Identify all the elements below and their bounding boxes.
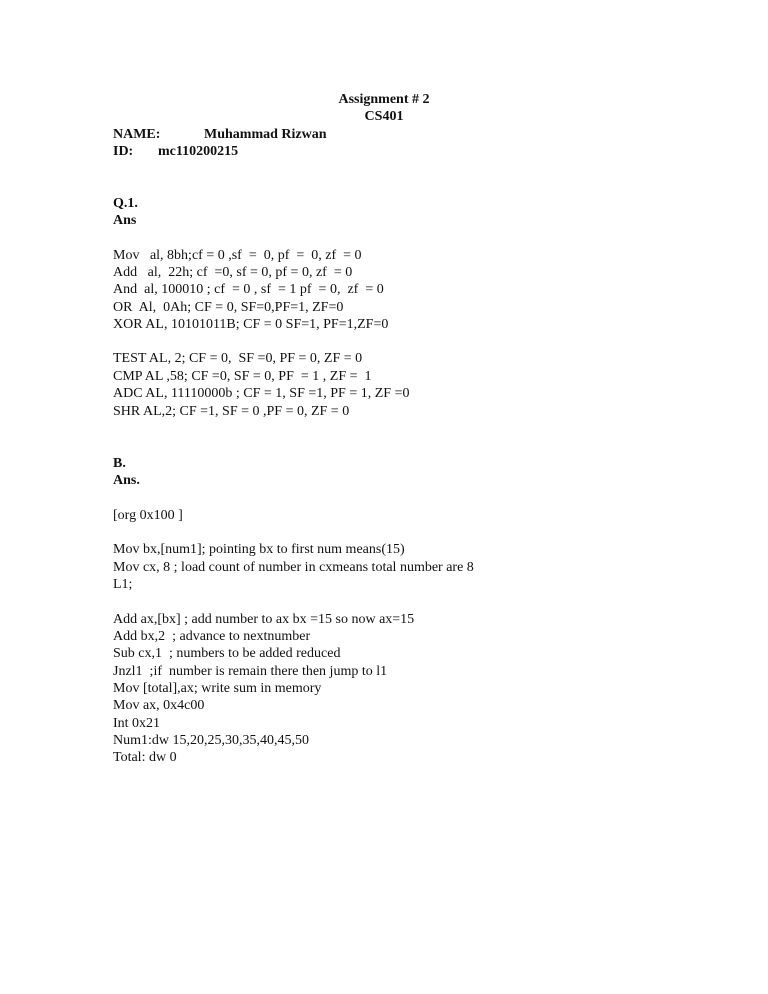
name-value: Muhammad Rizwan bbox=[204, 127, 327, 142]
qb-ans-label: Ans. bbox=[113, 473, 140, 488]
id-value: mc110200215 bbox=[158, 144, 239, 159]
assignment-title: Assignment # 2 bbox=[338, 92, 430, 107]
id-label: ID: bbox=[113, 144, 134, 159]
q1-ans-label: Ans bbox=[113, 213, 137, 228]
qb-line: Num1:dw 15,20,25,30,35,40,45,50 bbox=[113, 733, 309, 748]
qb-line: Add bx,2 ; advance to nextnumber bbox=[113, 629, 311, 644]
qb-line: Mov [total],ax; write sum in memory bbox=[113, 681, 322, 696]
qb-heading: B. bbox=[113, 456, 126, 471]
qb-line: Total: dw 0 bbox=[113, 750, 177, 765]
q1-line: ADC AL, 11110000b ; CF = 1, SF =1, PF = 1, ZF =0 bbox=[113, 386, 410, 401]
q1-line: Add al, 22h; cf =0, sf = 0, pf = 0, zf = 0 bbox=[113, 265, 353, 280]
qb-line: Add ax,[bx] ; add number to ax bx =15 so now ax=15 bbox=[113, 612, 415, 627]
q1-line: CMP AL ,58; CF =0, SF = 0, PF = 1 , ZF = 1 bbox=[113, 369, 372, 384]
qb-line: L1; bbox=[113, 577, 133, 592]
qb-line: Mov bx,[num1]; pointing bx to first num means(15) bbox=[113, 542, 405, 557]
qb-line: Jnzl1 ;if number is remain there then jump to l1 bbox=[113, 664, 388, 679]
qb-org-line: [org 0x100 ] bbox=[113, 508, 183, 523]
qb-line: Mov ax, 0x4c00 bbox=[113, 698, 205, 713]
course-code: CS401 bbox=[364, 109, 404, 124]
name-label: NAME: bbox=[113, 127, 161, 142]
q1-line: OR Al, 0Ah; CF = 0, SF=0,PF=1, ZF=0 bbox=[113, 300, 344, 315]
q1-line: XOR AL, 10101011B; CF = 0 SF=1, PF=1,ZF=0 bbox=[113, 317, 389, 332]
q1-line: SHR AL,2; CF =1, SF = 0 ,PF = 0, ZF = 0 bbox=[113, 404, 350, 419]
qb-line: Mov cx, 8 ; load count of number in cxmeans total number are 8 bbox=[113, 560, 474, 575]
q1-line: Mov al, 8bh;cf = 0 ,sf = 0, pf = 0, zf = 0 bbox=[113, 248, 362, 263]
q1-heading: Q.1. bbox=[113, 196, 138, 211]
qb-line: Sub cx,1 ; numbers to be added reduced bbox=[113, 646, 341, 661]
qb-line: Int 0x21 bbox=[113, 716, 161, 731]
q1-line: And al, 100010 ; cf = 0 , sf = 1 pf = 0, zf = 0 bbox=[113, 282, 384, 297]
q1-line: TEST AL, 2; CF = 0, SF =0, PF = 0, ZF = 0 bbox=[113, 351, 363, 366]
